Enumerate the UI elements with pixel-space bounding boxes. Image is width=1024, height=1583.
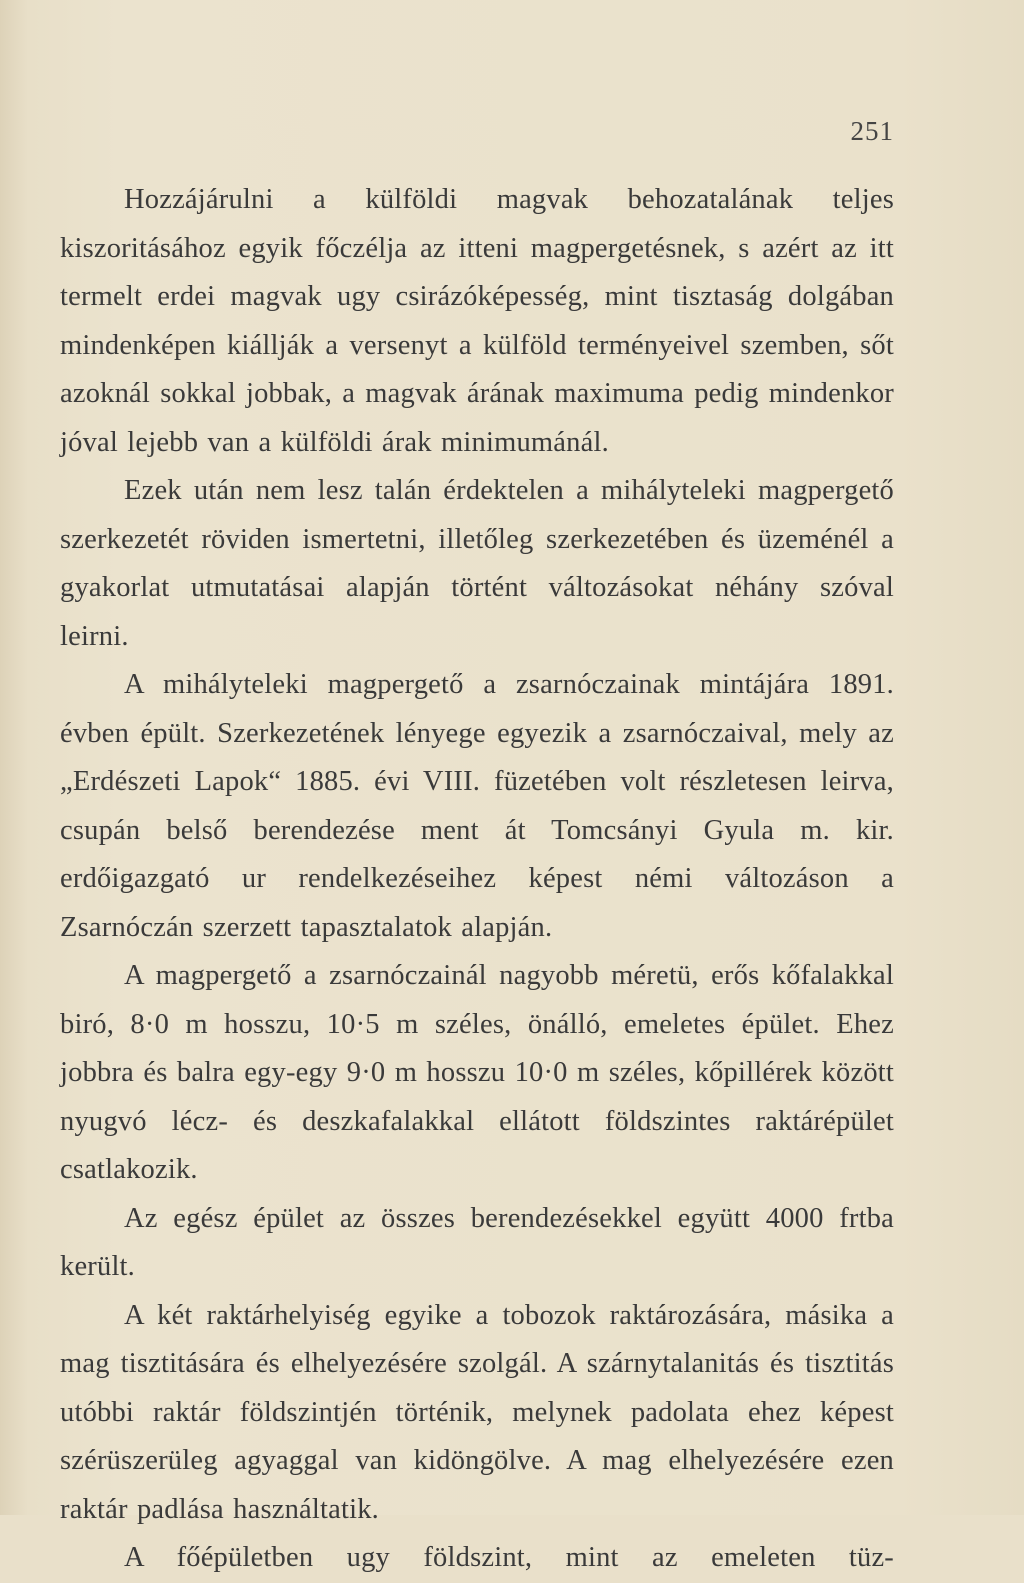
paragraph: A főépületben ugy földszint, mint az emeleten tüz- [124,1542,894,1573]
paragraph: Ezek után nem lesz talán érdektelen a mihályteleki magpergető szerkezetét röviden ismertetni, illetőleg szerkezetében és üzeménél a gyakorlat utmutatásai alapján történt változásokat néhány szóval leirni. [60,475,894,652]
paragraph: A mihályteleki magpergető a zsarnóczainak mintájára 1891. évben épült. Szerkezetének lényege egyezik a zsarnóczaival, mely az „Erdészeti Lapok“ 1885. évi VIII. füzetében volt részletesen leirva, csupán belső berendezése ment át Tomcsányi Gyula m. kir. erdőigazgató ur rendelkezéseihez képest némi változáson a Zsarnóczán szerzett tapasztalatok alapján. [60,669,894,943]
paragraph: Az egész épület az összes berendezésekkel együtt 4000 frtba került. [60,1202,894,1282]
body-text [60,176,894,1583]
page-number: 251 [850,116,894,146]
paragraph: A két raktárhelyiség egyike a tobozok raktározására, másika a mag tisztitására és elhelyezésére szolgál. A szárnytalanitás és tisztitás utóbbi raktár földszintjén történik, melynek padolata ehez képest szérüszerüleg agyaggal van kidöngölve. A mag elhelyezésére ezen raktár padlása használtatik. [60,1299,894,1525]
paragraph: A magpergető a zsarnóczainál nagyobb méretü, erős kőfalakkal biró, 8·0 m hosszu, 10·5 m széles, önálló, emeletes épület. Ehez jobbra és balra egy-egy 9·0 m hosszu 10·0 m széles, kőpillérek között nyugvó lécz- és deszkafalakkal ellátott földszintes raktárépület csatlakozik. [60,960,894,1185]
paragraph: Hozzájárulni a külföldi magvak behozatalának teljes kiszoritásához egyik főczélja az itteni magpergetésnek, s azért az itt termelt erdei magvak ugy csirázóképesség, mint tisztaság dolgában mindenképen kiállják a versenyt a külföld terményeivel szemben, sőt azoknál sokkal jobbak, a magvak árának maximuma pedig mindenkor jóval lejebb van a külföldi árak minimumánál. [60,184,894,458]
